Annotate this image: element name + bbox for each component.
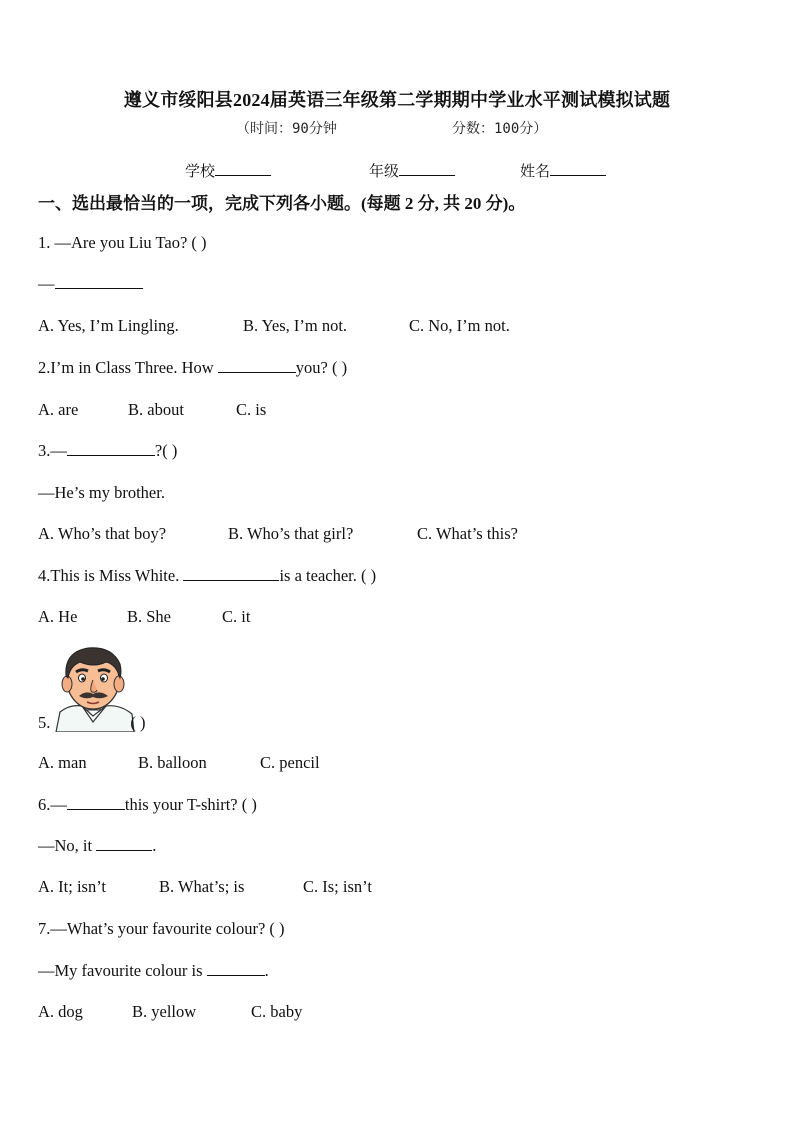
option-c[interactable]: C. baby <box>251 1002 303 1021</box>
question-text: this your T-shirt? ( ) <box>124 795 257 814</box>
grade-label: 年级 <box>369 164 400 180</box>
question-7: 7.—What’s your favourite colour? ( ) <box>38 919 285 938</box>
exam-time: （时间：90分钟 <box>236 121 337 137</box>
section-title: 一、选出最恰当的一项，完成下列各小题。(每题 2 分, 共 20 分)。 <box>38 194 526 213</box>
grade-field <box>369 160 455 181</box>
question-1: 1. —Are you Liu Tao? ( ) <box>38 233 207 252</box>
answer-blank[interactable] <box>67 795 125 810</box>
option-b[interactable]: B. She <box>127 607 172 626</box>
option-a[interactable]: A. dog <box>38 1002 83 1021</box>
reply-text: . <box>152 836 157 855</box>
option-c[interactable]: C. No, I’m not. <box>409 316 510 335</box>
option-a[interactable]: A. Who’s that boy? <box>38 524 167 543</box>
question-text: you? ( ) <box>295 358 348 377</box>
answer-blank[interactable] <box>67 441 155 456</box>
school-label: 学校 <box>185 164 216 180</box>
grade-blank[interactable] <box>399 161 455 176</box>
question-6-reply <box>38 836 156 856</box>
question-1-reply <box>38 274 143 294</box>
question-6-options <box>38 877 372 897</box>
question-5 <box>38 713 146 733</box>
question-3 <box>38 441 177 461</box>
question-text: 6.— <box>38 795 67 814</box>
option-a[interactable]: A. are <box>38 400 79 419</box>
option-b[interactable]: B. Who’s that girl? <box>228 524 354 543</box>
reply-text: . <box>264 961 269 980</box>
answer-parentheses[interactable]: ( ) <box>130 713 146 732</box>
option-b[interactable]: B. about <box>128 400 184 419</box>
option-b[interactable]: B. balloon <box>138 753 207 772</box>
question-text: ?( ) <box>154 441 178 460</box>
question-text: 2.I’m in Class Three. How <box>38 358 218 377</box>
question-5-options <box>38 753 320 773</box>
option-a[interactable]: A. man <box>38 753 87 772</box>
question-2-options <box>38 400 267 420</box>
option-c[interactable]: C. What’s this? <box>417 524 518 543</box>
question-4 <box>38 566 376 586</box>
reply-text: —My favourite colour is <box>38 961 207 980</box>
option-c[interactable]: C. pencil <box>260 753 320 772</box>
question-1-options <box>38 316 510 336</box>
question-2 <box>38 358 347 378</box>
question-text: 4.This is Miss White. <box>38 566 184 585</box>
name-field <box>520 160 606 181</box>
question-number: 5. <box>38 713 51 732</box>
name-blank[interactable] <box>550 161 606 176</box>
answer-blank[interactable] <box>218 358 296 373</box>
answer-blank[interactable] <box>183 566 279 581</box>
option-a[interactable]: A. He <box>38 607 78 626</box>
school-blank[interactable] <box>215 161 271 176</box>
answer-blank[interactable] <box>96 836 152 851</box>
question-7-options <box>38 1002 303 1022</box>
option-c[interactable]: C. is <box>236 400 267 419</box>
option-b[interactable]: B. yellow <box>132 1002 197 1021</box>
option-a[interactable]: A. It; isn’t <box>38 877 106 896</box>
answer-blank[interactable] <box>55 274 143 289</box>
reply-text: —No, it <box>38 836 97 855</box>
question-3-options <box>38 524 518 544</box>
question-text: is a teacher. ( ) <box>279 566 377 585</box>
option-a[interactable]: A. Yes, I’m Lingling. <box>38 316 179 335</box>
question-4-options <box>38 607 251 627</box>
question-6 <box>38 795 257 815</box>
name-label: 姓名 <box>520 164 551 180</box>
school-field <box>185 160 271 181</box>
question-3-reply: —He’s my brother. <box>38 483 165 502</box>
option-b[interactable]: B. Yes, I’m not. <box>243 316 348 335</box>
option-c[interactable]: C. Is; isn’t <box>303 877 372 896</box>
option-b[interactable]: B. What’s; is <box>159 877 245 896</box>
exam-title: 遵义市绥阳县2024届英语三年级第二学期期中学业水平测试模拟试题 <box>123 90 671 110</box>
reply-dash: — <box>38 274 55 293</box>
exam-score: 分数：100分） <box>452 121 548 137</box>
option-c[interactable]: C. it <box>222 607 251 626</box>
question-text: 3.— <box>38 441 67 460</box>
question-7-reply <box>38 961 269 981</box>
answer-blank[interactable] <box>207 961 265 976</box>
